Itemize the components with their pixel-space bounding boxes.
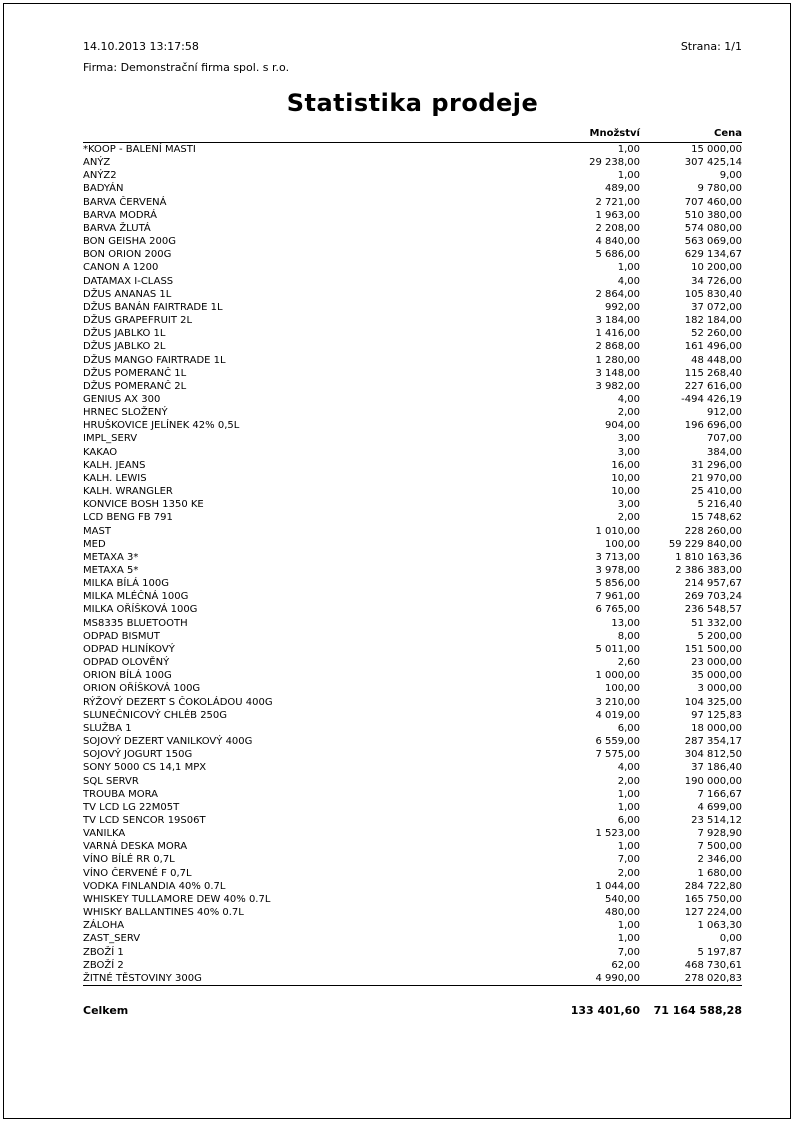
product-price: 182 184,00: [684, 315, 742, 327]
table-row: [83, 156, 742, 169]
product-name: SOJOVÝ JOGURT 150G: [83, 749, 193, 761]
product-name: SOJOVÝ DEZERT VANILKOVÝ 400G: [83, 736, 253, 748]
product-price: 10 200,00: [691, 262, 742, 274]
product-price: 59 229 840,00: [668, 538, 742, 550]
table-body: [83, 143, 742, 986]
table-row: [83, 525, 742, 538]
table-row: [83, 959, 742, 972]
product-quantity: 6 765,00: [595, 604, 640, 616]
product-name: ZBOŽÍ 1: [83, 946, 124, 958]
table-row: [83, 919, 742, 932]
product-price: 574 080,00: [684, 222, 742, 234]
product-quantity: 16,00: [611, 459, 640, 471]
product-name: MILKA MLÉČNÁ 100G: [83, 591, 189, 603]
table-row: [83, 722, 742, 735]
product-name: DATAMAX I-CLASS: [83, 275, 174, 287]
product-name: ZBOŽÍ 2: [83, 959, 124, 971]
table-row: [83, 814, 742, 827]
product-name: SLUNEČNICOVÝ CHLÉB 250G: [83, 709, 228, 721]
table-row: [83, 564, 742, 577]
product-quantity: 5 686,00: [595, 249, 640, 261]
product-price: 105 830,40: [684, 288, 742, 300]
table-row: [83, 472, 742, 485]
product-price: 31 296,00: [691, 459, 742, 471]
product-price: 236 548,57: [684, 604, 742, 616]
product-name: ODPAD HLINÍKOVÝ: [83, 643, 175, 655]
product-quantity: 7 575,00: [595, 749, 640, 761]
product-quantity: 6 559,00: [595, 736, 640, 748]
product-price: 5 197,87: [697, 946, 742, 958]
table-row: [83, 393, 742, 406]
product-price: 104 325,00: [684, 696, 742, 708]
product-quantity: 6,00: [617, 722, 640, 734]
table-row: [83, 327, 742, 340]
product-price: 115 268,40: [684, 367, 742, 379]
table-row: [83, 775, 742, 788]
product-quantity: 1,00: [617, 920, 640, 932]
product-quantity: 2,00: [617, 867, 640, 879]
product-price: 190 000,00: [684, 775, 742, 787]
product-quantity: 2 868,00: [595, 341, 640, 353]
product-quantity: 992,00: [605, 301, 640, 313]
table-row: [83, 301, 742, 314]
product-name: TROUBA MORA: [83, 788, 159, 800]
product-quantity: 2,60: [617, 657, 640, 669]
product-quantity: 4,00: [617, 762, 640, 774]
product-quantity: 1 010,00: [595, 525, 640, 537]
table-row: [83, 853, 742, 866]
product-price: 21 970,00: [691, 472, 742, 484]
product-name: KONVICE BOSH 1350 KE: [83, 499, 204, 511]
table-row: [83, 367, 742, 380]
product-price: 563 069,00: [684, 236, 742, 248]
product-price: 9,00: [719, 170, 742, 182]
product-name: LCD BENG FB 791: [83, 512, 173, 524]
table-row: [83, 551, 742, 564]
product-price: 15 748,62: [691, 512, 742, 524]
product-quantity: 4,00: [617, 275, 640, 287]
product-name: BADYÁN: [83, 183, 124, 195]
product-price: 629 134,67: [684, 249, 742, 261]
product-name: BARVA MODRÁ: [83, 209, 157, 221]
product-quantity: 3 982,00: [595, 380, 640, 392]
product-name: SONY 5000 CS 14,1 MPX: [83, 762, 207, 774]
product-name: ŽITNÉ TĚSTOVINY 300G: [83, 972, 202, 984]
product-quantity: 1 523,00: [595, 828, 640, 840]
product-price: 25 410,00: [691, 486, 742, 498]
table-row: [83, 419, 742, 432]
product-quantity: 2,00: [617, 512, 640, 524]
table-row: [83, 682, 742, 695]
product-quantity: 13,00: [611, 617, 640, 629]
product-name: BARVA ŽLUTÁ: [83, 222, 151, 234]
product-quantity: 489,00: [605, 183, 640, 195]
product-quantity: 1,00: [617, 841, 640, 853]
table-row: [83, 235, 742, 248]
table-row: [83, 696, 742, 709]
product-quantity: 3 713,00: [595, 551, 640, 563]
product-quantity: 904,00: [605, 420, 640, 432]
product-quantity: 100,00: [605, 683, 640, 695]
table-row: [83, 354, 742, 367]
product-name: VARNÁ DESKA MORA: [83, 841, 188, 853]
product-price: 284 722,80: [684, 880, 742, 892]
product-name: SQL SERVR: [83, 775, 139, 787]
product-price: 707,00: [707, 433, 742, 445]
product-name: ANÝZ: [83, 157, 111, 169]
product-quantity: 7,00: [617, 946, 640, 958]
product-name: DŽUS POMERANČ 1L: [83, 367, 187, 379]
product-quantity: 480,00: [605, 907, 640, 919]
product-price: 1 063,30: [697, 920, 742, 932]
table-row: [83, 459, 742, 472]
table-row: [83, 511, 742, 524]
product-name: VODKA FINLANDIA 40% 0.7L: [83, 880, 226, 892]
product-quantity: 7 961,00: [595, 591, 640, 603]
product-quantity: 3 148,00: [595, 367, 640, 379]
table-row: [83, 314, 742, 327]
product-name: MS8335 BLUETOOTH: [83, 617, 188, 629]
product-name: WHISKY BALLANTINES 40% 0.7L: [83, 907, 244, 919]
product-name: BARVA ČERVENÁ: [83, 196, 167, 208]
product-price: 0,00: [719, 933, 742, 945]
product-quantity: 3,00: [617, 499, 640, 511]
product-name: VÍNO BÍLÉ RR 0,7L: [83, 854, 175, 866]
table-row: [83, 380, 742, 393]
product-name: *KOOP - BALENÍ MASTI: [83, 144, 196, 155]
product-quantity: 4,00: [617, 393, 640, 405]
product-quantity: 1,00: [617, 801, 640, 813]
product-name: MILKA BÍLÁ 100G: [83, 578, 170, 590]
product-name: DŽUS JABLKO 2L: [83, 341, 166, 353]
report-content: [4, 4, 790, 1018]
product-quantity: 1 000,00: [595, 670, 640, 682]
product-quantity: 1 963,00: [595, 209, 640, 221]
table-row: [83, 209, 742, 222]
product-name: SLUŽBA 1: [83, 722, 132, 734]
table-row: [83, 577, 742, 590]
product-quantity: 5 856,00: [595, 578, 640, 590]
product-price: 37 186,40: [691, 762, 742, 774]
product-price: 228 260,00: [684, 525, 742, 537]
product-name: KALH. LEWIS: [83, 472, 147, 484]
table-row: [83, 275, 742, 288]
product-name: TV LCD LG 22M05T: [83, 801, 180, 813]
product-quantity: 3 210,00: [595, 696, 640, 708]
product-name: ZÁLOHA: [83, 920, 125, 932]
product-price: 34 726,00: [691, 275, 742, 287]
product-name: DŽUS MANGO FAIRTRADE 1L: [83, 354, 226, 366]
product-name: HRNEC SLOŽENÝ: [83, 407, 168, 419]
product-name: DŽUS GRAPEFRUIT 2L: [83, 315, 193, 327]
table-row: [83, 143, 742, 156]
product-price: 2 386 383,00: [675, 565, 742, 576]
product-name: ZAST_SERV: [83, 933, 141, 945]
product-price: 510 380,00: [684, 209, 742, 221]
product-price: 227 616,00: [684, 380, 742, 392]
product-quantity: 2 721,00: [595, 196, 640, 208]
product-name: ODPAD OLOVĚNÝ: [83, 657, 170, 669]
product-price: 165 750,00: [684, 893, 742, 905]
product-price: 1 680,00: [697, 867, 742, 879]
product-price: 707 460,00: [684, 196, 742, 208]
table-row: [83, 867, 742, 880]
product-quantity: 7,00: [617, 854, 640, 866]
product-price: 912,00: [707, 407, 742, 419]
product-name: BON ORION 200G: [83, 249, 172, 261]
product-price: 3 000,00: [697, 683, 742, 695]
product-name: VÍNO ČERVENÉ F 0,7L: [83, 867, 192, 879]
product-quantity: 3,00: [617, 446, 640, 458]
table-row: [83, 656, 742, 669]
product-name: DŽUS ANANAS 1L: [83, 288, 172, 300]
table-row: [83, 840, 742, 853]
product-price: 278 020,83: [684, 972, 742, 984]
report-page: [3, 3, 791, 1119]
table-row: [83, 617, 742, 630]
table-row: [83, 735, 742, 748]
table-row: [83, 340, 742, 353]
product-price: 18 000,00: [691, 722, 742, 734]
table-row: [83, 801, 742, 814]
report-title: Statistika prodeje: [286, 89, 539, 117]
table-row: [83, 893, 742, 906]
product-price: 97 125,83: [691, 709, 742, 721]
product-price: 37 072,00: [691, 301, 742, 313]
product-name: KAKAO: [83, 446, 118, 458]
product-quantity: 4 019,00: [595, 709, 640, 721]
table-row: [83, 498, 742, 511]
product-price: 214 957,67: [684, 578, 742, 590]
product-price: 1 810 163,36: [675, 551, 742, 563]
table-row: [83, 603, 742, 616]
product-name: METAXA 5*: [83, 565, 139, 576]
table-row: [83, 946, 742, 959]
product-quantity: 2,00: [617, 775, 640, 787]
product-quantity: 1,00: [617, 262, 640, 274]
product-name: DŽUS BANÁN FAIRTRADE 1L: [83, 301, 223, 313]
table-row: [83, 182, 742, 195]
column-header-price: Cena: [714, 128, 742, 139]
table-row: [83, 196, 742, 209]
product-quantity: 5 011,00: [595, 643, 640, 655]
product-price: 5 200,00: [697, 630, 742, 642]
total-row: [83, 1004, 742, 1018]
product-price: 304 812,50: [684, 749, 742, 761]
product-quantity: 1 044,00: [595, 880, 640, 892]
product-name: HRUŠKOVICE JELÍNEK 42% 0,5L: [83, 420, 240, 432]
table-row: [83, 643, 742, 656]
product-price: 7 166,67: [697, 788, 742, 800]
table-row: [83, 432, 742, 445]
product-price: 4 699,00: [697, 801, 742, 813]
table-header-row: [83, 128, 742, 143]
product-price: 51 332,00: [691, 617, 742, 629]
product-quantity: 6,00: [617, 814, 640, 826]
product-price: 23 000,00: [691, 657, 742, 669]
product-name: GENIUS AX 300: [83, 393, 161, 405]
product-quantity: 3 184,00: [595, 315, 640, 327]
table-row: [83, 261, 742, 274]
report-meta-row: [83, 40, 742, 53]
product-price: 7 500,00: [697, 841, 742, 853]
product-quantity: 8,00: [617, 630, 640, 642]
product-quantity: 1,00: [617, 170, 640, 182]
table-row: [83, 880, 742, 893]
product-name: WHISKEY TULLAMORE DEW 40% 0.7L: [83, 893, 271, 905]
product-quantity: 4 840,00: [595, 236, 640, 248]
product-price: 52 260,00: [691, 328, 742, 340]
product-quantity: 540,00: [605, 893, 640, 905]
product-price: 307 425,14: [684, 157, 742, 169]
product-name: ORION OŘÍŠKOVÁ 100G: [83, 683, 201, 695]
product-quantity: 1 416,00: [595, 328, 640, 340]
table-row: [83, 972, 742, 985]
product-price: 196 696,00: [684, 420, 742, 432]
report-datetime: 14.10.2013 13:17:58: [83, 40, 199, 53]
table-row: [83, 906, 742, 919]
product-name: KALH. JEANS: [83, 459, 146, 471]
product-price: 9 780,00: [697, 183, 742, 195]
product-quantity: 62,00: [611, 959, 640, 971]
table-row: [83, 827, 742, 840]
product-name: MAST: [83, 525, 111, 537]
product-name: TV LCD SENCOR 19S06T: [83, 814, 206, 826]
product-name: METAXA 3*: [83, 551, 139, 563]
sales-table: [83, 128, 742, 986]
product-price: 5 216,40: [697, 499, 742, 511]
product-quantity: 2,00: [617, 407, 640, 419]
product-quantity: 2 208,00: [595, 222, 640, 234]
product-price: 7 928,90: [697, 828, 742, 840]
product-name: MILKA OŘÍŠKOVÁ 100G: [83, 604, 198, 616]
product-price: 35 000,00: [691, 670, 742, 682]
product-quantity: 1,00: [617, 144, 640, 155]
product-quantity: 4 990,00: [595, 972, 640, 984]
product-name: RÝŽOVÝ DEZERT S ČOKOLÁDOU 400G: [83, 696, 273, 708]
product-quantity: 29 238,00: [589, 157, 640, 169]
product-quantity: 1 280,00: [595, 354, 640, 366]
column-header-quantity: Množství: [589, 128, 640, 139]
product-quantity: 1,00: [617, 933, 640, 945]
product-price: 287 354,17: [684, 736, 742, 748]
table-row: [83, 630, 742, 643]
table-row: [83, 446, 742, 459]
product-name: DŽUS JABLKO 1L: [83, 328, 166, 340]
product-price: 151 500,00: [684, 643, 742, 655]
product-quantity: 3,00: [617, 433, 640, 445]
product-quantity: 100,00: [605, 538, 640, 550]
product-price: 269 703,24: [684, 591, 742, 603]
total-quantity: 133 401,60: [570, 1004, 640, 1017]
product-name: ANÝZ2: [83, 170, 117, 182]
product-price: 15 000,00: [691, 144, 742, 155]
product-name: ODPAD BISMUT: [83, 630, 160, 642]
product-quantity: 3 978,00: [595, 565, 640, 576]
product-quantity: 10,00: [611, 472, 640, 484]
page-number: Strana: 1/1: [680, 40, 742, 53]
product-price: 48 448,00: [691, 354, 742, 366]
table-row: [83, 248, 742, 261]
total-price: 71 164 588,28: [653, 1004, 742, 1017]
table-row: [83, 788, 742, 801]
table-row: [83, 288, 742, 301]
table-row: [83, 169, 742, 182]
product-name: BON GEISHA 200G: [83, 236, 176, 248]
product-name: KALH. WRANGLER: [83, 486, 173, 498]
product-quantity: 2 864,00: [595, 288, 640, 300]
total-label: Celkem: [83, 1004, 129, 1017]
product-price: 161 496,00: [684, 341, 742, 353]
product-price: -494 426,19: [681, 393, 742, 405]
table-row: [83, 222, 742, 235]
product-name: CANON A 1200: [83, 262, 159, 274]
product-name: DŽUS POMERANČ 2L: [83, 380, 187, 392]
product-price: 384,00: [707, 446, 742, 458]
product-price: 468 730,61: [684, 959, 742, 971]
product-name: ORION BÍLÁ 100G: [83, 670, 172, 682]
product-quantity: 10,00: [611, 486, 640, 498]
table-row: [83, 485, 742, 498]
table-row: [83, 538, 742, 551]
product-quantity: 1,00: [617, 788, 640, 800]
table-row: [83, 709, 742, 722]
product-name: VANILKA: [83, 828, 126, 840]
table-row: [83, 669, 742, 682]
product-price: 2 346,00: [697, 854, 742, 866]
company-line: Firma: Demonstrační firma spol. s r.o.: [83, 61, 290, 74]
table-row: [83, 932, 742, 945]
product-name: IMPL_SERV: [83, 433, 138, 445]
table-row: [83, 761, 742, 774]
product-price: 23 514,12: [691, 814, 742, 826]
table-row: [83, 748, 742, 761]
product-name: MED: [83, 538, 106, 550]
table-row: [83, 590, 742, 603]
product-price: 127 224,00: [684, 907, 742, 919]
table-row: [83, 406, 742, 419]
